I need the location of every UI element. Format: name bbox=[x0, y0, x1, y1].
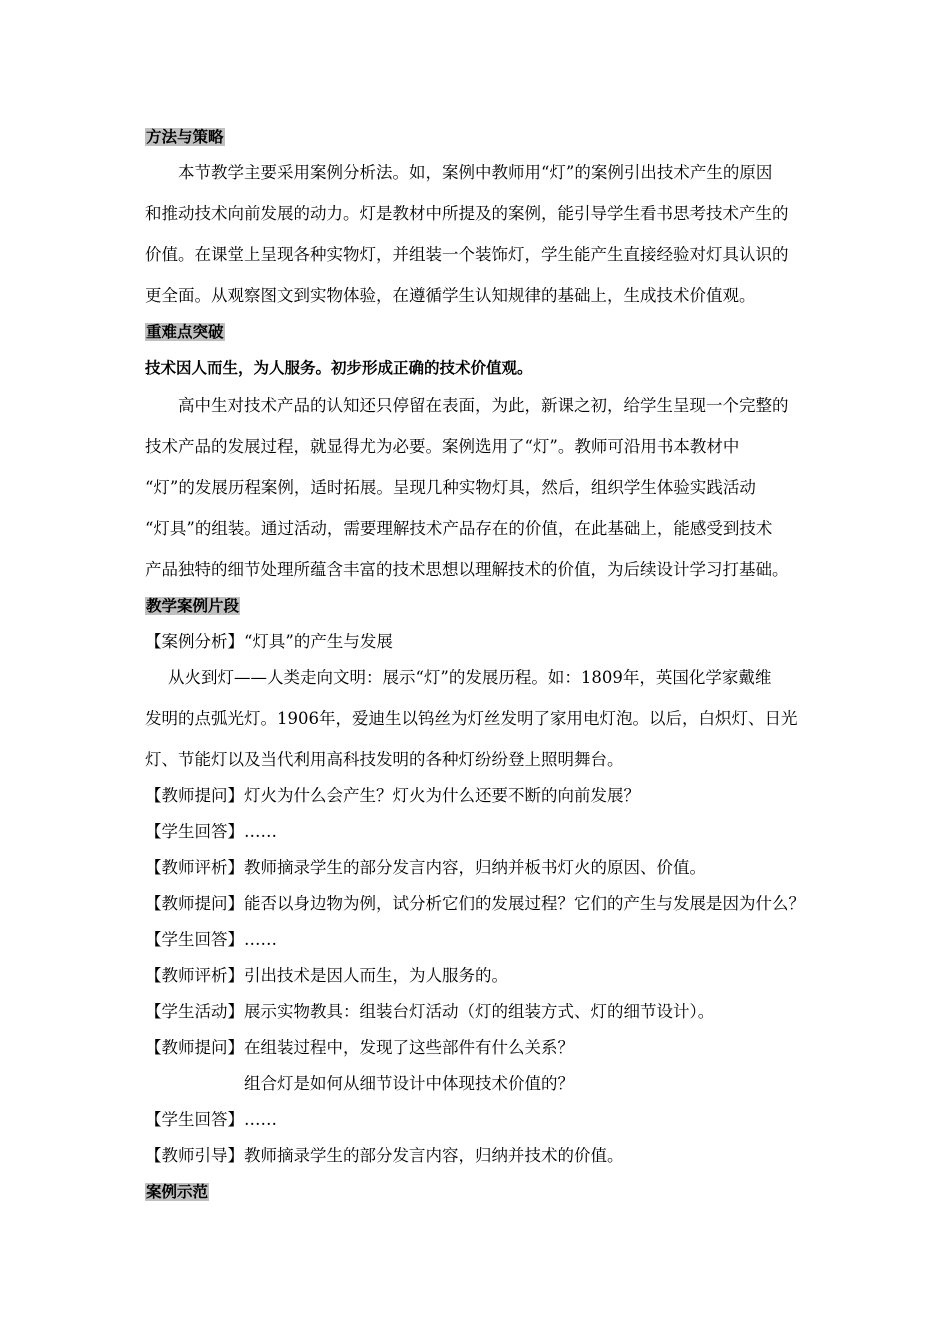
dialogue-line: 【学生活动】展示实物教具：组装台灯活动（灯的组装方式、灯的细节设计）。 bbox=[145, 1002, 715, 1021]
section-heading-case bbox=[145, 596, 240, 616]
paragraph-line: 本节教学主要采用案例分析法。如，案例中教师用“灯”的案例引出技术产生的原因 bbox=[178, 163, 773, 182]
dialogue-line: 【教师提问】在组装过程中，发现了这些部件有什么关系？ bbox=[145, 1038, 574, 1057]
dialogue-line: 【教师提问】灯火为什么会产生？灯火为什么还要不断的向前发展？ bbox=[145, 786, 640, 805]
key-statement: 技术因人而生，为人服务。初步形成正确的技术价值观。 bbox=[145, 359, 533, 377]
dialogue-line: 【学生回答】…… bbox=[145, 1110, 277, 1129]
case-title: 【案例分析】“灯具”的产生与发展 bbox=[145, 632, 393, 651]
dialogue-line: 【教师评析】教师摘录学生的部分发言内容，归纳并板书灯火的原因、价值。 bbox=[145, 858, 706, 877]
section-heading-method bbox=[145, 127, 225, 147]
dialogue-line: 【教师提问】能否以身边物为例，试分析它们的发展过程？它们的产生与发展是因为什么？ bbox=[145, 894, 805, 913]
dialogue-line: 【教师引导】教师摘录学生的部分发言内容，归纳并技术的价值。 bbox=[145, 1146, 624, 1165]
paragraph-line: 发明的点弧光灯。1906年，爱迪生以钨丝为灯丝发明了家用电灯泡。以后，白炽灯、日光 bbox=[145, 709, 798, 728]
dialogue-line: 【学生回答】…… bbox=[145, 930, 277, 949]
section-heading-keypoints bbox=[145, 322, 225, 342]
section-heading-demo bbox=[145, 1182, 209, 1202]
paragraph-line: 和推动技术向前发展的动力。灯是教材中所提及的案例，能引导学生看书思考技术产生的 bbox=[145, 204, 789, 223]
paragraph-line: 价值。在课堂上呈现各种实物灯，并组装一个装饰灯，学生能产生直接经验对灯具认识的 bbox=[145, 245, 789, 264]
paragraph-line: 灯、节能灯以及当代利用高科技发明的各种灯纷纷登上照明舞台。 bbox=[145, 750, 624, 769]
dialogue-line: 【教师评析】引出技术是因人而生，为人服务的。 bbox=[145, 966, 508, 985]
paragraph-line: 产品独特的细节处理所蕴含丰富的技术思想以理解技术的价值，为后续设计学习打基础。 bbox=[145, 560, 789, 579]
dialogue-continuation: 组合灯是如何从细节设计中体现技术价值的？ bbox=[244, 1074, 574, 1093]
paragraph-line: 从火到灯——人类走向文明：展示“灯”的发展历程。如：1809年，英国化学家戴维 bbox=[168, 668, 772, 687]
heading-text: 重难点突破 bbox=[146, 323, 224, 341]
heading-text: 方法与策略 bbox=[146, 128, 224, 146]
heading-text: 教学案例片段 bbox=[146, 597, 240, 615]
paragraph-line: “灯”的发展历程案例，适时拓展。呈现几种实物灯具，然后，组织学生体验实践活动 bbox=[145, 478, 756, 497]
paragraph-line: “灯具”的组装。通过活动，需要理解技术产品存在的价值，在此基础上，能感受到技术 bbox=[145, 519, 773, 538]
heading-text: 案例示范 bbox=[146, 1183, 209, 1201]
paragraph-line: 技术产品的发展过程，就显得尤为必要。案例选用了“灯”。教师可沿用书本教材中 bbox=[145, 437, 740, 456]
paragraph-line: 更全面。从观察图文到实物体验，在遵循学生认知规律的基础上，生成技术价值观。 bbox=[145, 286, 756, 305]
paragraph-line: 高中生对技术产品的认知还只停留在表面，为此，新课之初，给学生呈现一个完整的 bbox=[178, 396, 789, 415]
dialogue-line: 【学生回答】…… bbox=[145, 822, 277, 841]
